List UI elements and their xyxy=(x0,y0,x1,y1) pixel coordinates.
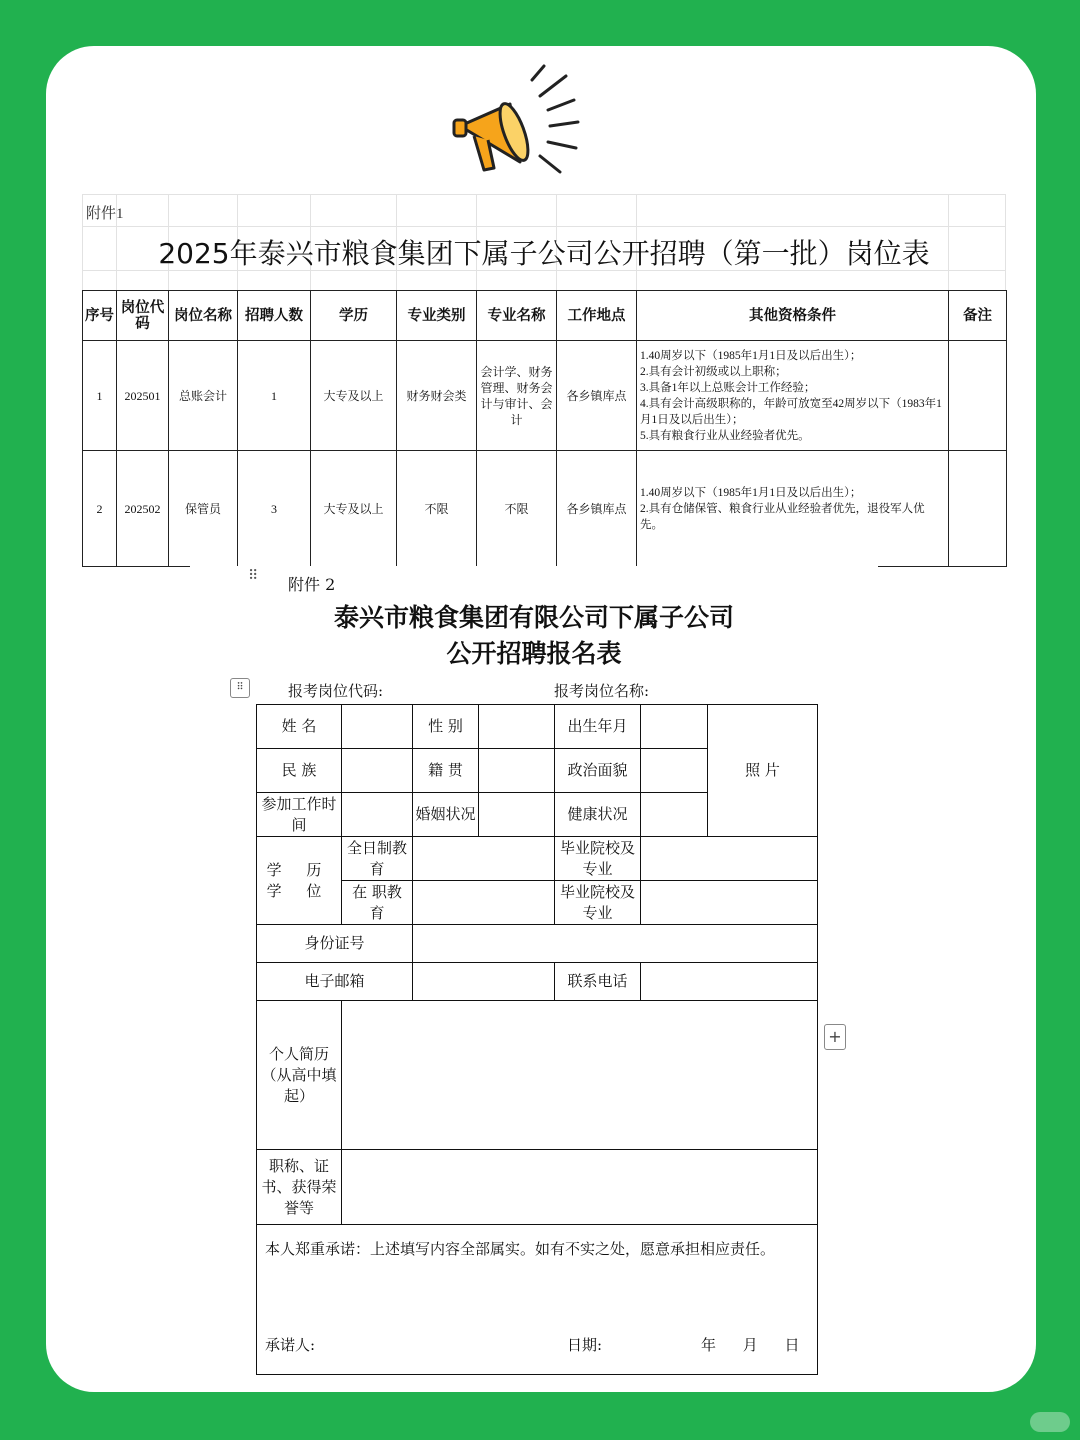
political-field[interactable] xyxy=(641,749,708,793)
inservice-edu-label: 在 职教 育 xyxy=(342,881,413,925)
form-row xyxy=(257,881,818,925)
registration-form-table xyxy=(256,704,818,1375)
cell-position: 保管员 xyxy=(169,451,238,567)
ethnicity-field[interactable] xyxy=(342,749,413,793)
requirement-line: 1.40周岁以下（1985年1月1日及以后出生）； xyxy=(640,486,862,499)
political-label: 政治面貌 xyxy=(555,749,641,793)
commitment-cell xyxy=(257,1225,818,1375)
edu-degree-label: 学 历 学 位 xyxy=(257,837,342,925)
attachment1-title: 2025年泰兴市粮食集团下属子公司公开招聘（第一批）岗位表 xyxy=(158,237,930,270)
cell-remark xyxy=(949,451,1007,567)
header-remark: 备注 xyxy=(949,291,1007,341)
attachment2-document xyxy=(190,566,878,1382)
cell-position: 总账会计 xyxy=(169,341,238,451)
marital-field[interactable] xyxy=(479,793,555,837)
cell-major: 会计学、财务管理、财务会计与审计、会计 xyxy=(477,341,557,451)
header-position: 岗位名称 xyxy=(169,291,238,341)
form-row xyxy=(257,1225,818,1375)
cell-location: 各乡镇库点 xyxy=(557,341,637,451)
name-field[interactable] xyxy=(342,705,413,749)
inservice-school-field[interactable] xyxy=(641,881,818,925)
add-row-button[interactable]: + xyxy=(824,1024,846,1050)
resume-label: 个人简历（从高中填起） xyxy=(257,1001,342,1150)
table-header-row xyxy=(83,291,1007,341)
form-row xyxy=(257,963,818,1001)
cell-education: 大专及以上 xyxy=(311,451,397,567)
work-start-label: 参加工作时间 xyxy=(257,793,342,837)
requirement-line: 5.具有粮食行业从业经验者优先。 xyxy=(640,429,810,442)
birth-field[interactable] xyxy=(641,705,708,749)
marital-label: 婚姻状况 xyxy=(413,793,479,837)
cell-no: 2 xyxy=(83,451,117,567)
megaphone-icon xyxy=(450,64,580,184)
header-no: 序号 xyxy=(83,291,117,341)
form-row xyxy=(257,1150,818,1225)
resume-field[interactable] xyxy=(342,1001,818,1150)
gender-field[interactable] xyxy=(479,705,555,749)
positions-table xyxy=(82,290,1007,567)
position-name-label: 报考岗位名称: xyxy=(554,682,650,700)
cell-remark xyxy=(949,341,1007,451)
attachment1-label: 附件1 xyxy=(86,206,124,222)
requirement-line: 2.具有仓储保管、粮食行业从业经验者优先，退役军人优先。 xyxy=(640,502,925,531)
form-title-line2: 公开招聘报名表 xyxy=(446,639,622,668)
ethnicity-label: 民 族 xyxy=(257,749,342,793)
email-label: 电子邮箱 xyxy=(257,963,413,1001)
fulltime-edu-field[interactable] xyxy=(413,837,555,881)
name-label: 姓 名 xyxy=(257,705,342,749)
cell-code: 202502 xyxy=(117,451,169,567)
requirement-line: 1.40周岁以下（1985年1月1日及以后出生）； xyxy=(640,349,862,362)
cell-count: 1 xyxy=(238,341,311,451)
photo-cell[interactable]: 照 片 xyxy=(708,705,818,837)
work-start-field[interactable] xyxy=(342,793,413,837)
cell-category: 不限 xyxy=(397,451,477,567)
native-place-label: 籍 贯 xyxy=(413,749,479,793)
attachment1-sheet xyxy=(82,194,1006,566)
cell-code: 202501 xyxy=(117,341,169,451)
health-label: 健康状况 xyxy=(555,793,641,837)
commitment-text: 本人郑重承诺：上述填写内容全部属实。如有不实之处，愿意承担相应责任。 xyxy=(265,1240,776,1258)
signer-label: 承诺人: xyxy=(265,1336,316,1354)
school-major-label: 毕业院校及专业 xyxy=(555,837,641,881)
header-requirements: 其他资格条件 xyxy=(637,291,949,341)
cell-requirements xyxy=(637,341,949,451)
cell-education: 大专及以上 xyxy=(311,341,397,451)
titles-label: 职称、证书、获得荣誉等 xyxy=(257,1150,342,1225)
table-row xyxy=(83,341,1007,451)
table-move-handle-icon[interactable]: ⠿ xyxy=(230,678,250,698)
cell-no: 1 xyxy=(83,341,117,451)
phone-field[interactable] xyxy=(641,963,818,1001)
form-row xyxy=(257,705,818,749)
header-code: 岗位代码 xyxy=(117,291,169,341)
inservice-edu-field[interactable] xyxy=(413,881,555,925)
drag-handle-icon[interactable]: ⠿ xyxy=(248,568,258,584)
id-number-label: 身份证号 xyxy=(257,925,413,963)
requirement-line: 2.具有会计初级或以上职称； xyxy=(640,365,787,378)
native-place-field[interactable] xyxy=(479,749,555,793)
phone-label: 联系电话 xyxy=(555,963,641,1001)
header-count: 招聘人数 xyxy=(238,291,311,341)
cell-category: 财务财会类 xyxy=(397,341,477,451)
fulltime-school-field[interactable] xyxy=(641,837,818,881)
table-row xyxy=(83,451,1007,567)
form-title-line1: 泰兴市粮食集团有限公司下属子公司 xyxy=(333,603,734,632)
cell-major: 不限 xyxy=(477,451,557,567)
header-education: 学历 xyxy=(311,291,397,341)
gender-label: 性 别 xyxy=(413,705,479,749)
position-code-label: 报考岗位代码: xyxy=(288,682,384,700)
date-ymd: 年 月 日 xyxy=(701,1336,800,1354)
header-category: 专业类别 xyxy=(397,291,477,341)
requirement-line: 4.具有会计高级职称的，年龄可放宽至42周岁以下（1983年1月1日及以后出生）； xyxy=(640,397,942,426)
birth-label: 出生年月 xyxy=(555,705,641,749)
cell-count: 3 xyxy=(238,451,311,567)
cell-location: 各乡镇库点 xyxy=(557,451,637,567)
watermark-badge xyxy=(1030,1412,1070,1432)
form-row xyxy=(257,925,818,963)
form-row xyxy=(257,1001,818,1150)
school-major-label: 毕业院校及专业 xyxy=(555,881,641,925)
email-field[interactable] xyxy=(413,963,555,1001)
requirement-line: 3.具备1年以上总账会计工作经验； xyxy=(640,381,816,394)
health-field[interactable] xyxy=(641,793,708,837)
cell-requirements xyxy=(637,451,949,567)
titles-field[interactable] xyxy=(342,1150,818,1225)
id-number-field[interactable] xyxy=(413,925,818,963)
form-row xyxy=(257,837,818,881)
fulltime-edu-label: 全日制教 育 xyxy=(342,837,413,881)
date-label: 日期: xyxy=(567,1336,603,1354)
attachment2-label: 附件 2 xyxy=(288,575,336,594)
header-location: 工作地点 xyxy=(557,291,637,341)
header-major: 专业名称 xyxy=(477,291,557,341)
